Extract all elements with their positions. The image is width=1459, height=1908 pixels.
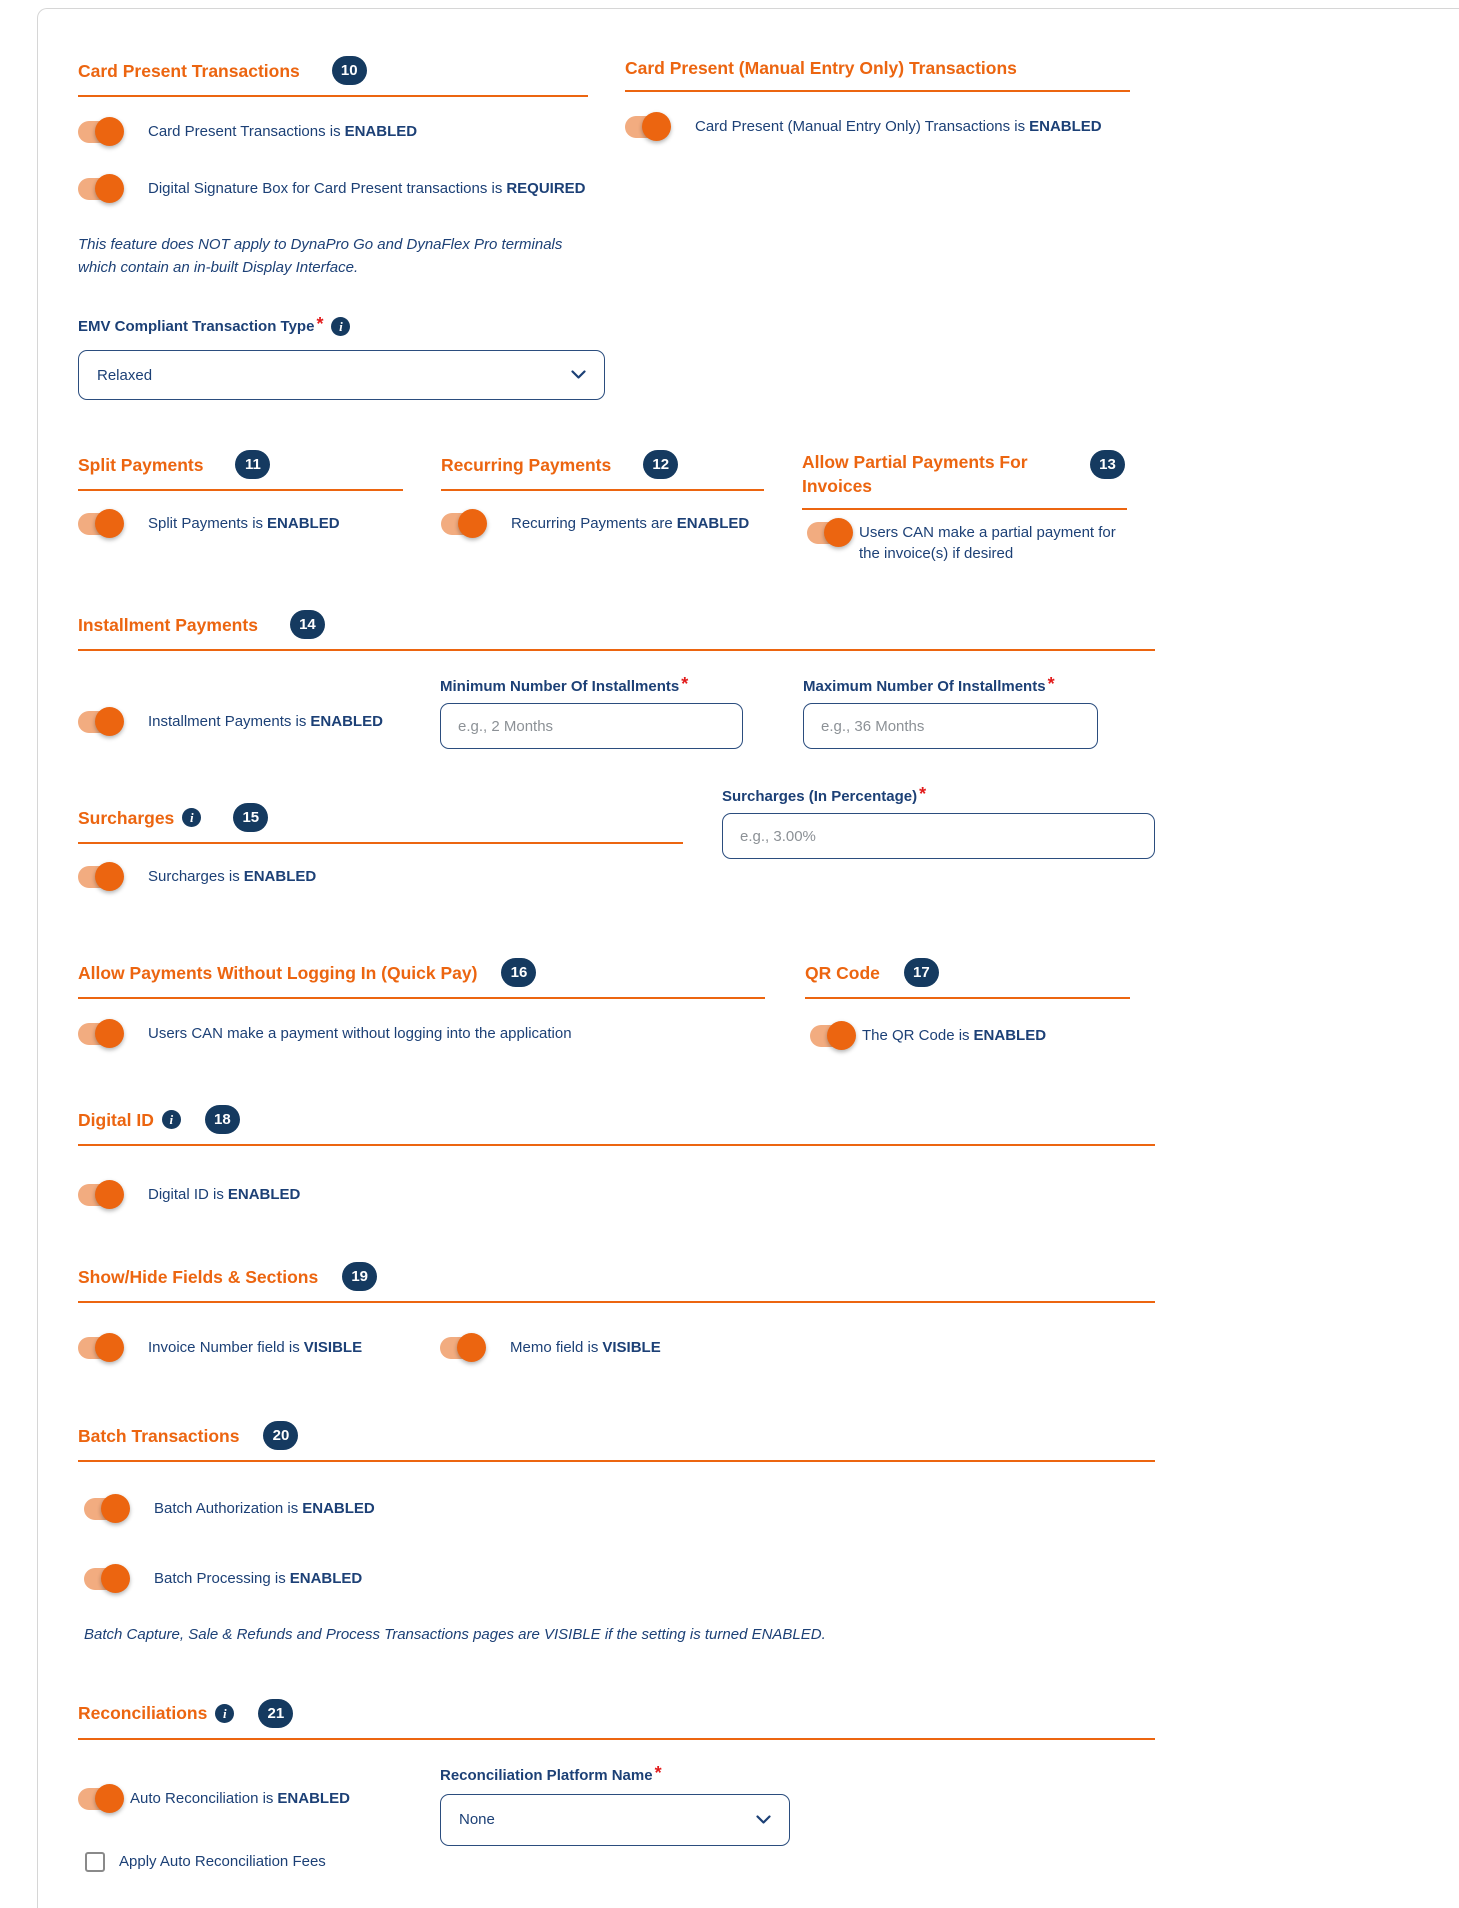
- toggle-text: Auto Reconciliation is: [130, 1789, 274, 1807]
- card-present-toggle-row: [78, 121, 588, 143]
- toggle-text: Recurring Payments are: [511, 515, 673, 532]
- card-present-manual-toggle[interactable]: [625, 116, 665, 138]
- section-header: [78, 1421, 1155, 1462]
- memo-visible-toggle[interactable]: [440, 1337, 480, 1359]
- section-header: [625, 56, 1130, 92]
- chevron-down-icon: [756, 1815, 771, 1825]
- row-card-present: [78, 56, 1155, 400]
- signature-box-toggle-row: [78, 178, 588, 200]
- section-title: Card Present (Manual Entry Only) Transactions: [625, 58, 1017, 78]
- toggle-knob: [95, 1180, 124, 1209]
- section-title: Reconciliations: [78, 1703, 208, 1723]
- section-header: [805, 958, 1130, 999]
- recurring-payments-toggle-row: [441, 513, 764, 535]
- section-title: Allow Payments Without Logging In (Quick Pay): [78, 962, 478, 983]
- info-icon[interactable]: [215, 1704, 234, 1723]
- max-installments-label: Maximum Number Of Installments: [803, 678, 1046, 695]
- invoice-number-visible-toggle[interactable]: [78, 1337, 118, 1359]
- toggle-label: [695, 116, 1102, 138]
- toggle-label: [510, 1337, 661, 1359]
- toggle-text: Digital ID is: [148, 1186, 224, 1203]
- platform-name-label: Reconciliation Platform Name: [440, 1766, 653, 1784]
- toggle-knob: [101, 1564, 130, 1593]
- toggle-label: [130, 1788, 350, 1810]
- section-header: [78, 958, 765, 999]
- toggle-state: ENABLED: [243, 868, 317, 885]
- section-title: QR Code: [805, 962, 880, 983]
- step-badge: 13: [1090, 450, 1125, 479]
- step-badge: 12: [643, 450, 678, 479]
- toggle-label: [148, 866, 316, 888]
- quick-pay-toggle-row: [78, 1023, 765, 1045]
- toggle-state: ENABLED: [344, 123, 418, 140]
- toggle-state: ENABLED: [302, 1500, 375, 1517]
- toggle-label: [148, 711, 383, 733]
- toggle-label: [148, 121, 417, 143]
- step-badge: 17: [904, 958, 939, 987]
- toggle-text: Split Payments is: [148, 515, 264, 532]
- toggle-label: [148, 513, 340, 535]
- surcharges-toggle[interactable]: [78, 866, 118, 888]
- batch-processing-toggle[interactable]: [84, 1568, 124, 1590]
- toggle-state: ENABLED: [267, 515, 340, 532]
- checkbox-label: Apply Auto Reconciliation Fees: [119, 1852, 326, 1870]
- toggle-label: [154, 1498, 375, 1520]
- step-badge: 18: [205, 1105, 240, 1134]
- toggle-label: [148, 1184, 300, 1206]
- step-badge: 11: [235, 450, 270, 479]
- surcharges-toggle-row: [78, 866, 683, 888]
- toggle-state: ENABLED: [289, 1570, 363, 1587]
- split-payments-toggle-row: [78, 513, 403, 535]
- section-quick-pay: [78, 958, 765, 1045]
- apply-auto-reconciliation-fees-row[interactable]: [85, 1852, 440, 1872]
- max-installments-field: [803, 674, 1155, 749]
- field-label-row: [440, 674, 803, 697]
- card-present-manual-toggle-row: [625, 116, 1130, 138]
- installments-fields-row: [78, 674, 1155, 749]
- section-header: [78, 450, 403, 491]
- surcharges-percentage-field: [722, 784, 1155, 859]
- section-split-payments: [78, 450, 403, 535]
- partial-payments-toggle-row: [802, 522, 1127, 564]
- section-show-hide: [78, 1262, 1155, 1359]
- section-header: [78, 1699, 1155, 1740]
- reconciliation-platform-field: [440, 1740, 1155, 1846]
- step-badge: 20: [263, 1421, 298, 1450]
- required-asterisk: *: [316, 314, 324, 334]
- apply-fees-checkbox[interactable]: [85, 1852, 105, 1872]
- section-title: Card Present Transactions: [78, 60, 300, 81]
- required-asterisk: *: [1047, 674, 1055, 694]
- section-header: [802, 450, 1127, 510]
- toggle-text: Invoice Number field is: [148, 1339, 300, 1356]
- toggle-state: ENABLED: [227, 1186, 301, 1203]
- info-icon[interactable]: [162, 1110, 181, 1129]
- toggle-text: Card Present Transactions is: [148, 123, 341, 140]
- required-asterisk: *: [919, 784, 927, 804]
- step-badge: 14: [290, 610, 325, 639]
- section-title: Show/Hide Fields & Sections: [78, 1266, 319, 1287]
- section-qr-code: [805, 958, 1130, 1047]
- section-reconciliations: [78, 1699, 1155, 1872]
- row-quickpay-qr: [78, 958, 1155, 1047]
- toggle-state: VISIBLE: [303, 1339, 363, 1356]
- row-payment-options: [78, 450, 1155, 564]
- info-icon[interactable]: [331, 317, 350, 336]
- section-title: Digital ID: [78, 1109, 154, 1130]
- memo-toggle-row: [440, 1337, 1155, 1359]
- toggle-label: [862, 1025, 1046, 1047]
- toggle-knob: [457, 1333, 486, 1362]
- section-title: Split Payments: [78, 454, 204, 475]
- section-header: [78, 56, 588, 97]
- reconciliation-left-col: [78, 1740, 440, 1872]
- toggle-knob: [95, 862, 124, 891]
- toggle-text: Memo field is: [510, 1339, 599, 1356]
- batch-authorization-toggle[interactable]: [84, 1498, 124, 1520]
- qr-code-toggle[interactable]: [810, 1025, 850, 1047]
- section-recurring-payments: [441, 450, 764, 535]
- emv-field: [78, 314, 588, 400]
- field-label-row: [440, 1762, 1155, 1786]
- toggle-state: ENABLED: [277, 1789, 350, 1807]
- toggle-text: Batch Processing is: [154, 1570, 286, 1587]
- section-header: [78, 610, 1155, 651]
- toggle-state: ENABLED: [1029, 118, 1102, 135]
- section-surcharges: [78, 787, 683, 888]
- step-badge: 15: [233, 803, 268, 832]
- section-header: [78, 803, 683, 844]
- field-label-row: [722, 784, 1155, 807]
- toggle-text: Card Present (Manual Entry Only) Transactions is: [695, 118, 1026, 135]
- section-title: Recurring Payments: [441, 454, 612, 475]
- step-badge: 21: [258, 1699, 293, 1728]
- toggle-label: Users CAN make a payment without logging into the application: [148, 1025, 572, 1042]
- toggle-knob: [827, 1021, 856, 1050]
- toggle-knob: [458, 509, 487, 538]
- toggle-label: [511, 513, 749, 535]
- toggle-knob: [95, 707, 124, 736]
- installment-toggle-row: [78, 677, 440, 733]
- min-installments-input[interactable]: [440, 703, 743, 749]
- batch-processing-toggle-row: [84, 1568, 1155, 1590]
- show-hide-toggles-row: [78, 1337, 1155, 1359]
- toggle-state: ENABLED: [310, 713, 383, 730]
- select-value: Relaxed: [97, 366, 153, 384]
- toggle-knob: [95, 117, 124, 146]
- settings-panel: [78, 0, 1155, 1872]
- toggle-label: [154, 1568, 362, 1590]
- section-header: [441, 450, 764, 491]
- toggle-state: REQUIRED: [506, 180, 586, 197]
- section-title: Batch Transactions: [78, 1425, 240, 1446]
- required-asterisk: *: [654, 1762, 662, 1783]
- section-digital-id: [78, 1105, 1155, 1206]
- installment-payments-toggle[interactable]: [78, 711, 118, 733]
- section-installment-payments: [78, 610, 1155, 749]
- toggle-text: The QR Code is: [862, 1027, 970, 1044]
- digital-id-toggle-row: [78, 1184, 1155, 1206]
- card-present-toggle[interactable]: [78, 121, 118, 143]
- toggle-state: ENABLED: [973, 1027, 1047, 1044]
- chevron-down-icon: [571, 370, 586, 380]
- toggle-label: Users CAN make a partial payment for the invoice(s) if desired: [859, 524, 1116, 562]
- max-installments-input[interactable]: [803, 703, 1098, 749]
- info-icon[interactable]: [182, 808, 201, 827]
- section-header: [78, 1262, 1155, 1303]
- auto-reconciliation-toggle[interactable]: [78, 1788, 118, 1810]
- field-label-row: [803, 674, 1155, 697]
- section-card-present: [78, 56, 588, 400]
- toggle-text: Installment Payments is: [148, 713, 307, 730]
- select-value: None: [459, 1811, 495, 1828]
- emv-transaction-type-select[interactable]: [78, 350, 605, 400]
- quick-pay-toggle[interactable]: [78, 1023, 118, 1045]
- auto-reconciliation-toggle-row: [78, 1788, 440, 1810]
- toggle-state: VISIBLE: [602, 1339, 661, 1356]
- dynapro-note: This feature does NOT apply to DynaPro Go and DynaFlex Pro terminals which contain an in-built Display Interface.: [78, 236, 563, 276]
- toggle-text: Batch Authorization is: [154, 1500, 299, 1517]
- section-card-present-manual: [625, 56, 1130, 138]
- step-badge: 19: [342, 1262, 377, 1291]
- toggle-knob: [95, 509, 124, 538]
- toggle-knob: [95, 1333, 124, 1362]
- surcharges-percentage-label: Surcharges (In Percentage): [722, 788, 918, 805]
- required-asterisk: *: [681, 674, 689, 694]
- surcharges-percentage-input[interactable]: [722, 813, 1155, 859]
- toggle-knob: [95, 174, 124, 203]
- emv-label: EMV Compliant Transaction Type: [78, 318, 315, 335]
- section-header: [78, 1105, 1155, 1146]
- partial-payments-toggle[interactable]: [807, 522, 847, 544]
- section-partial-payments: [802, 450, 1127, 564]
- toggle-text: Surcharges is: [148, 868, 240, 885]
- min-installments-field: [440, 674, 803, 749]
- step-badge: 10: [332, 56, 367, 85]
- emv-label-row: [78, 314, 588, 337]
- step-badge: 16: [501, 958, 536, 987]
- section-title: Surcharges: [78, 807, 175, 828]
- batch-note: Batch Capture, Sale & Refunds and Process Transactions pages are VISIBLE if the setting is turned ENABLED.: [84, 1626, 826, 1643]
- signature-box-toggle[interactable]: [78, 178, 118, 200]
- toggle-text: Digital Signature Box for Card Present transactions is: [148, 180, 503, 197]
- batch-authorization-toggle-row: [84, 1498, 1155, 1520]
- toggle-knob: [95, 1019, 124, 1048]
- digital-id-toggle[interactable]: [78, 1184, 118, 1206]
- toggle-state: ENABLED: [676, 515, 750, 532]
- invoice-number-toggle-row: [78, 1337, 440, 1359]
- toggle-label: [148, 1337, 362, 1359]
- toggle-knob: [642, 112, 671, 141]
- recurring-payments-toggle[interactable]: [441, 513, 481, 535]
- toggle-knob: [101, 1494, 130, 1523]
- reconciliation-fields-row: [78, 1740, 1155, 1872]
- min-installments-label: Minimum Number Of Installments: [440, 678, 680, 695]
- split-payments-toggle[interactable]: [78, 513, 118, 535]
- toggle-label: [148, 178, 586, 200]
- qr-code-toggle-row: [805, 1025, 1130, 1047]
- row-surcharges: [78, 784, 1155, 888]
- toggle-knob: [95, 1784, 124, 1813]
- toggle-knob: [824, 518, 853, 547]
- section-batch-transactions: [78, 1421, 1155, 1647]
- reconciliation-platform-select[interactable]: [440, 1794, 790, 1846]
- section-title: Allow Partial Payments For Invoices: [802, 452, 1028, 496]
- section-title: Installment Payments: [78, 614, 258, 635]
